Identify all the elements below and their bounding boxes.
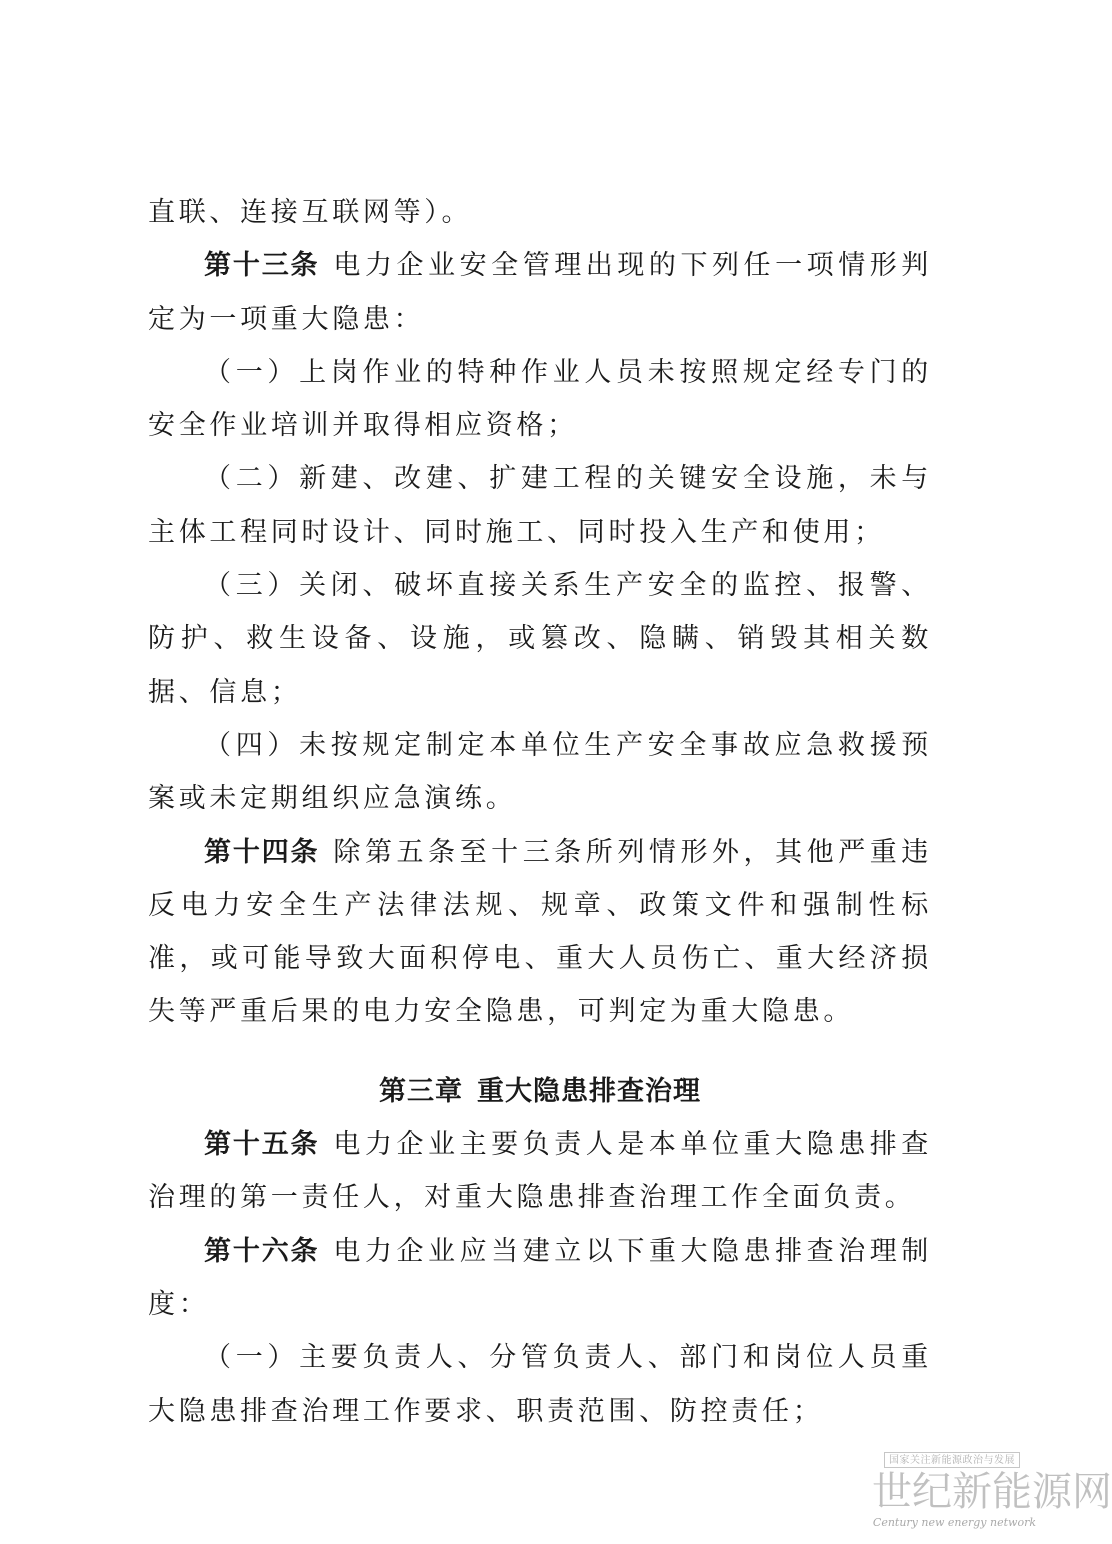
article-text: 电力企业主要负责人是本单位重大隐患排查治理的第一责任人，对重大隐患排查治理工作全面负责。 <box>148 1129 932 1214</box>
article-text: 电力企业安全管理出现的下列任一项情形判定为一项重大隐患： <box>148 250 932 335</box>
watermark-logo <box>872 1452 1112 1536</box>
chapter-heading <box>148 1039 932 1118</box>
chapter-label: 第三章 <box>379 1075 463 1107</box>
chapter-title: 重大隐患排查治理 <box>477 1075 701 1107</box>
article-label: 第十六条 <box>204 1235 320 1267</box>
article-label: 第十四条 <box>204 836 320 868</box>
paragraph-continuation: 直联、连接互联网等）。 <box>148 197 473 228</box>
article-label: 第十三条 <box>204 250 320 282</box>
article-text: 除第五条至十三条所列情形外，其他严重违反电力安全生产法律法规、规章、政策文件和强制性标准，或可能导致大面积停电、重大人员伤亡、重大经济损失等严重后果的电力安全隐患，可判定为重大隐患。 <box>148 836 932 1028</box>
list-item: （三）关闭、破坏直接关系生产安全的监控、报警、防护、救生设备、设施，或篡改、隐瞒、销毁其相关数据、信息； <box>148 570 932 708</box>
article-14 <box>148 826 932 1039</box>
article-15 <box>148 1118 932 1225</box>
document-body <box>148 186 932 1438</box>
watermark-tagline: 国家关注新能源政治与发展 <box>884 1452 1020 1468</box>
article-label: 第十五条 <box>204 1129 320 1161</box>
list-item: （一）主要负责人、分管负责人、部门和岗位人员重大隐患排查治理工作要求、职责范围、防控责任； <box>148 1342 932 1427</box>
watermark-subtitle: Century new energy network <box>872 1516 1036 1529</box>
article-text: 电力企业应当建立以下重大隐患排查治理制度： <box>148 1235 932 1320</box>
list-item: （二）新建、改建、扩建工程的关键安全设施，未与主体工程同时设计、同时施工、同时投入生产和使用； <box>148 463 932 548</box>
list-item: （四）未按规定制定本单位生产安全事故应急救援预案或未定期组织应急演练。 <box>148 729 932 815</box>
list-item: （一）上岗作业的特种作业人员未按照规定经专门的安全作业培训并取得相应资格； <box>148 356 932 442</box>
article-16 <box>148 1225 932 1332</box>
article-13 <box>148 239 932 346</box>
watermark-title: 世纪新能源网 <box>872 1469 1112 1515</box>
